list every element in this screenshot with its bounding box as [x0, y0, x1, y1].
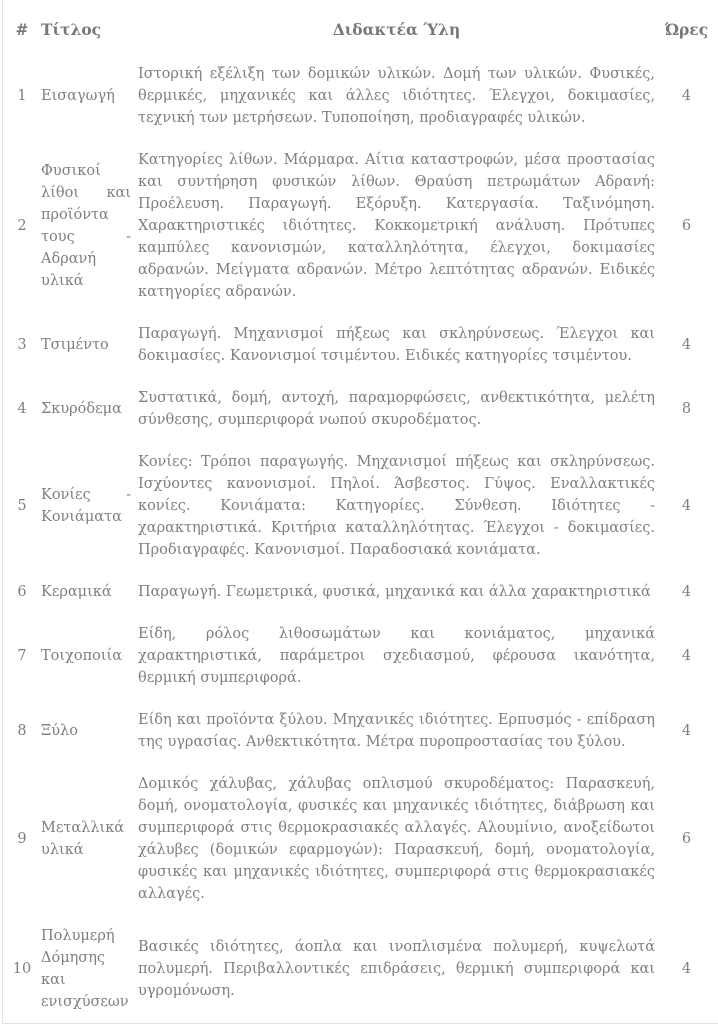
header-hours: Ώρες	[664, 20, 709, 39]
row-number: 6	[17, 584, 27, 600]
row-title: Ξύλο	[41, 723, 78, 739]
table-row	[3, 53, 718, 139]
row-number: 10	[3, 915, 41, 1024]
row-hours: 6	[681, 218, 692, 234]
table-row	[3, 313, 718, 377]
row-teaching-material: Παραγωγή. Μηχανισμοί πήξεως και σκληρύνσεως. Έλεγχοι και δοκιμασίες. Κανονισμοί τσιμέντου. Ειδικές κατηγορίες τσιμέντου.	[138, 326, 655, 364]
row-hours: 4	[681, 584, 692, 600]
row-number: 3	[17, 337, 27, 353]
row-number: 2	[17, 218, 27, 234]
table-row	[3, 613, 718, 699]
table-row	[3, 763, 718, 915]
row-teaching-material: Είδη και προϊόντα ξύλου. Μηχανικές ιδιότητες. Ερπυσμός - επίδραση της υγρασίας. Ανθεκτικότητα. Μέτρα πυροπροστασίας του ξύλου.	[138, 712, 655, 750]
row-title: Κεραμικά	[41, 584, 112, 600]
row-hours: 4	[655, 915, 718, 1024]
table-row	[3, 571, 718, 613]
table-row	[3, 441, 718, 571]
syllabus-page	[2, 0, 718, 1024]
table-header	[3, 0, 718, 53]
header-number: #	[15, 20, 29, 39]
syllabus-table	[3, 0, 718, 1024]
row-hours: 8	[681, 401, 692, 417]
row-number: 4	[17, 401, 27, 417]
row-title: Σκυρόδεμα	[41, 401, 122, 417]
table-row	[3, 139, 718, 313]
row-hours: 4	[681, 337, 692, 353]
row-title: Μεταλλικά υλικά	[41, 820, 125, 858]
table-row	[3, 699, 718, 763]
row-title: Τσιμέντο	[41, 337, 109, 353]
row-hours: 4	[681, 88, 692, 104]
row-number: 8	[17, 723, 27, 739]
row-teaching-material: Συστατικά, δομή, αντοχή, παραμορφώσεις, ανθεκτικότητα, μελέτη σύνθεσης, συμπεριφορά νωπού σκυροδέματος.	[138, 390, 655, 428]
row-teaching-material: Παραγωγή. Γεωμετρικά, φυσικά, μηχανικά και άλλα χαρακτηριστικά	[138, 584, 651, 600]
row-title: Κονίες - Κονιάματα	[41, 487, 131, 525]
row-number: 9	[17, 831, 27, 847]
row-teaching-material: Είδη, ρόλος λιθοσωμάτων και κονιάματος, μηχανικά χαρακτηριστικά, παράμετροι σχεδιασμού, φέρουσα ικανότητα, θερμική συμπεριφορά.	[138, 626, 655, 686]
row-number: 5	[17, 498, 27, 514]
row-hours: 4	[681, 498, 692, 514]
table-body	[3, 53, 718, 1024]
table-row	[3, 377, 718, 441]
row-title: Φυσικοί λίθοι και προϊόντα τους - Αδρανή υλικά	[41, 163, 131, 289]
row-teaching-material: Κονίες: Τρόποι παραγωγής. Μηχανισμοί πήξεως και σκληρύνσεως. Ισχύοντες κανονισμοί. Πηλοί. Άσβεστος. Γύψος. Εναλλακτικές κονίες. Κονιάματα: Κατηγορίες. Σύνθεση. Ιδιότητες - χαρακτηριστικά. Κριτήρια καταλληλότητας. Έλεγχοι - δοκιμασίες. Προδιαγραφές. Κανονισμοί. Παραδοσιακά κονιάματα.	[138, 454, 655, 558]
row-title: Τοιχοποιία	[41, 648, 123, 664]
row-teaching-material: Βασικές ιδιότητες, άοπλα και ινοπλισμένα πολυμερή, κυψελωτά πολυμερή. Περιβαλλοντικές επιδράσεις, θερμική συμπεριφορά και υγρομόνωση.	[138, 915, 655, 1024]
row-number: 7	[17, 648, 27, 664]
row-hours: 6	[681, 831, 692, 847]
row-number: 1	[17, 88, 27, 104]
row-title: Εισαγωγή	[41, 88, 115, 104]
row-teaching-material: Κατηγορίες λίθων. Μάρμαρα. Αίτια καταστροφών, μέσα προστασίας και συντήρηση φυσικών λίθων. Θραύση πετρωμάτων Αδρανή: Προέλευση. Παραγωγή. Εξόρυξη. Κατεργασία. Ταξινόμηση. Χαρακτηριστικές ιδιότητες. Κοκκομετρική ανάλυση. Πρότυπες καμπύλες κανονισμών, καταλληλότητα, έλεγχοι, δοκιμασίες αδρανών. Μείγματα αδρανών. Μέτρο λεπτότητας αδρανών. Ειδικές κατηγορίες αδρανών.	[138, 152, 655, 300]
row-hours: 4	[681, 723, 692, 739]
row-teaching-material: Δομικός χάλυβας, χάλυβας οπλισμού σκυροδέματος: Παρασκευή, δομή, ονοματολογία, φυσικές και μηχανικές ιδιότητες, διάβρωση και συμπεριφορά στις θερμοκρασιακές αλλαγές. Αλουμίνιο, ανοξείδωτοι χάλυβες (δομικών εφαρμογών): Παρασκευή, δομή, ονοματολογία, φυσικές και μηχανικές ιδιότητες, συμπεριφορά στις θερμοκρασιακές αλλαγές.	[138, 776, 655, 902]
table-row	[3, 915, 718, 1024]
header-title: Τίτλος	[41, 20, 102, 39]
header-row	[3, 0, 718, 53]
header-teaching-material: Διδακτέα Ύλη	[332, 20, 461, 39]
row-hours: 4	[681, 648, 692, 664]
row-teaching-material: Ιστορική εξέλιξη των δομικών υλικών. Δομή των υλικών. Φυσικές, θερμικές, μηχανικές και άλλες ιδιότητες. Έλεγχοι, δοκιμασίες, τεχνική των μετρήσεων. Τυποποίηση, προδιαγραφές υλικών.	[138, 66, 655, 126]
row-title: Πολυμερή Δόμησης και ενισχύσεων	[41, 915, 138, 1024]
